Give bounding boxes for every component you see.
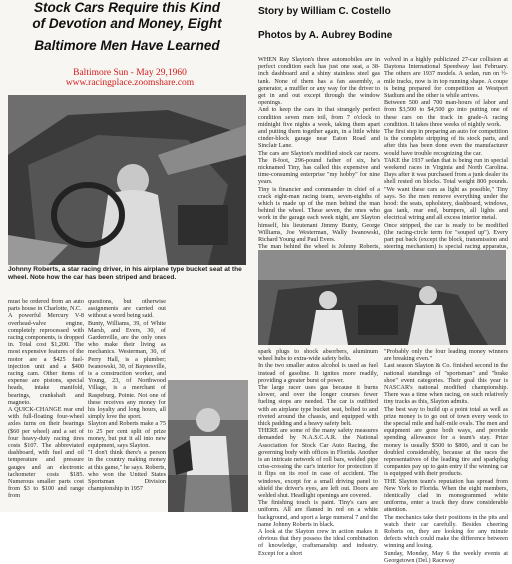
source-stamp [60, 68, 200, 88]
article-column-2: WHEN Ray Slayton's three automobiles are in perfect condition each has just one seat, a 38-inch dashboard and a shiny stainless steel gas tank. None of them has a fan assembly, a generator, a muffler or any way for the driver to get in and out except through the window openings. And to keep the cars in that strangely perfect condition seven men toil, from 7 o'clock to midnight five nights a week, taking them apart and putting them together again, in a little white cinder-block garage near Eaton Road and Sinclair Lane. The cars are Slayton's modified stock car racers. The 8-foot, 296-pound father of six, he's nicknamed Tiny, has called this expensive and time-consuming enterprise "my hobby" for nine years. Tiny is financier and commander in chief of a crack eight-man racing team, seven-eighths of which is made up of the men behind the man behind the wheel. These seven, the ones who work in the garage each week night, are Slayton himself, his lieutenant Jimmy Bunty, George Williams, Joe Westerman, Wally Iwanowski, Richard Young and Paul Evers. The man behind the wheel is Johnny Roberts, [258, 56, 380, 251]
photo-driver-in-car [8, 95, 246, 265]
headline-line-1: Stock Cars Require this Kind [33, 0, 221, 15]
bylines [258, 0, 512, 48]
article-column-4: spark plugs to shock absorbers, aluminum wheel hubs to extra-wide safety belts. In the two smaller autos alcohol is used as fuel instead of gasoline. It ignites more readily, providing a greater burst of power. The large racer uses gas because it burns slower, and over the longer courses fewer fueling stops are needed. The car is outfitted with an airplane type bucket seat, bolted to and riveted around the chassis, and equipped with thick padding and a heavy safety belt. THERE are some of the many safety measures demanded by N.A.S.C.A.R. the National Association for Stock Car Auto Racing, the governing body with offices in Florida. Another is an intricate network of roll bars, welded pipe criss-crossing the car's interior for protection if it flips on its roof in case of accident. The windows, except for a small driving panel to shield the driver's eyes, are left out. Doors are welded shut. Headlight openings are covered. The finishing touch is paint. Tiny's cars are uniform. All are flamed in red on a white background, and sport a large numeral 7 and the name Johnny Roberts in black. A look at the Slayton crew in action makes it obvious that they possess the ideal combination of knowledge, craftsmanship and industry. Except for a short [258, 348, 378, 557]
photo-mechanic [168, 380, 248, 512]
article-column-5: "Probably only the four leading money winners are breaking even." Last season Slayton & Co. finished second in the national standings of "sportsman" and "brake shoe" event categories. Their goal this year is NASCAR's national modified championship. There was a time when racing, on such relatively tiny tracks as this, Slayton admits. The best way to build up a point total as well as prize money is to go out of town every week to the special mile and half-mile ovals. The men and equipment are gone both ways, and provide spending allowance for a team's stay. Prize money is usually $500 to $800, and it can be doubled considerably, because at the races the representatives of the leading tire and sparkplug companies pay up to gain entry if the winning car is equipped with their products. THE Slayton team's reputation has spread from New York to Florida. When the eight members, identically clad in monogrammed white uniforms, enter a track they draw considerable attention. The mechanics take their positions in the pits and watch their car carefully. Besides cheering Roberts on, they are looking for any minute defects which could make the difference between winning and losing. Sunday, Monday, May 6 the weekly events at Georgetown (Del.) Raceway [384, 348, 508, 564]
article-column-3: volved in a highly publicized 27-car collision at Daytona International Speedway last February. The others are 1937 models. A sedan, run on ½-mile tracks, now is in top running shape. A coupe is being prepared for competition at Westport Stadium and the other is while arrives. Between 500 and 700 man-hours of labor and from $3,500 to $4,500 go into putting one of these cars on the track in grade-A racing condition. It takes three weeks of nightly work. The first step in preparing an auto for competition is the complete stripping of its stock parts, and after this has been done even the manufacturer would have trouble recognizing the car. TAKE the 1937 sedan that is being run in special weekend races in Virginia and North Carolina. Days after it was purchased from a junk dealer its shell rested on blocks. Total weight 800 pounds. "We want these cars as light as possible," Tiny says. So the men remove everything under the hood: the seats, upholstery, dashboard, windows, gas tank, rear end, bumpers, all lights and electrical wiring and all excess interior metal. Once stripped, the car is ready to be modified (the racing-circle term for "souped up"). Every part put back (except the block, transmission and steering mechanism) is special racing apparatus, [384, 56, 508, 251]
headline-line-3: Baltimore Men Have Learned [34, 38, 220, 53]
source-url: www.racingplace.zoomshare.com [65, 78, 195, 88]
article-column-1: must be ordered from an auto parts house in Charlotte, N.C. A powerful Mercury V-8 overhead-valve engine, completely reprocessed with racing components, is dropped in. Total cost $1,200. The most expensive features of the motor are a $425 fuel-injection unit and a $400 racing cam. Other items of expense are pistons, special heads, intake manifold, bearings, crankshaft and magneto. A QUICK-CHANGE rear end with full-floating four-wheel axles turns on their bearings ($60 per wheel) and a set of four heavy-duty racing tires costs $107. The abbreviated dashboard, with fuel and oil temperature and pressure gauges and an electronic tachometer costs $185. Numerous smaller parts cost from $3 to $100 and range from [8, 298, 84, 500]
story-byline: Story by William C. Costello [258, 6, 391, 17]
headline [16, 0, 238, 54]
photo-caption-driver: Johnny Roberts, a star racing driver, in his airplane type bucket seat at the wheel. Note how the car has been striped and braced. [8, 266, 242, 281]
photo-garage-crew [258, 250, 506, 345]
headline-line-2: of Devotion and Money, Eight [32, 16, 222, 31]
photo-byline: Photos by A. Aubrey Bodine [258, 30, 393, 41]
article-column-1b: questions, but otherwise assignments are carried out without a word being said. Bunty, Williams, 39, of White Marsh, and Evers, 30, of Gardenville, are the only ones who make their living as mechanics. Westerman, 30, of Perry Hall, is a plumber; Iwanowski, 30, of Baynesville, is a construction worker, and Young, 23, of Northwood Village, is a merchant of Raspeburg. Pointe. Not one of these receives any money for his loyalty and long hours, all simply love the sport. Slayton and Roberts make a 75 to 25 per cent split of prize money, but put it all into new equipment, says Slayton. "I don't think there's a person in the country making money at this game," he says. Roberts, who won the United States Sportsman Division championship in 1957 [88, 298, 166, 493]
source-paper: Baltimore Sun - May 29,1960 [73, 68, 187, 78]
